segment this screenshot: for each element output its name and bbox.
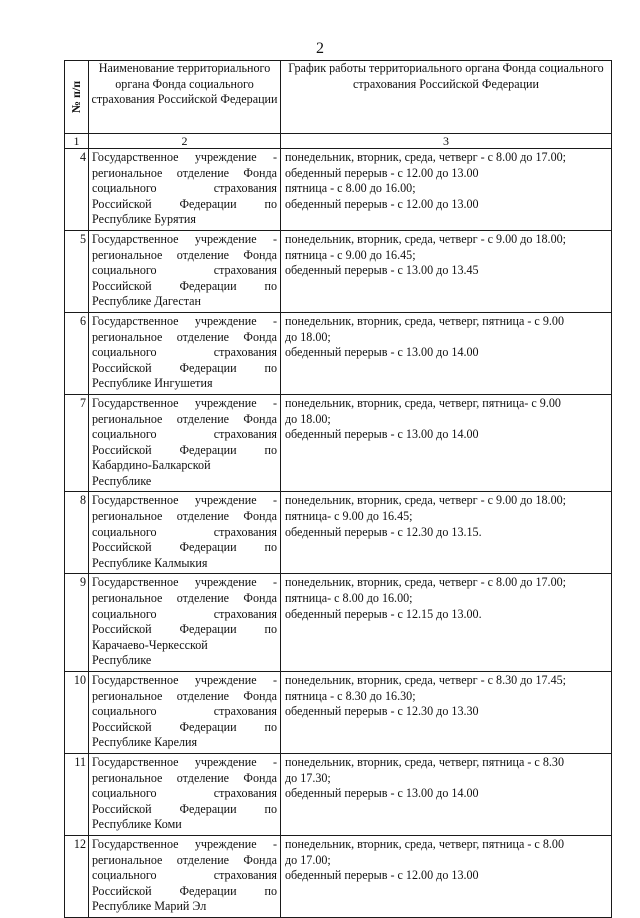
table-row bbox=[65, 492, 612, 574]
work-schedule-line: понедельник, вторник, среда, четверг - с 8.30 до 17.45; bbox=[285, 673, 567, 687]
organization-name-line: Российской Федерации по bbox=[92, 442, 277, 457]
organization-name-line: Государственное учреждение - bbox=[92, 231, 277, 246]
row-number: 8 bbox=[65, 492, 89, 574]
row-number: 7 bbox=[65, 394, 89, 492]
organization-name-line: Республике Коми bbox=[92, 817, 182, 832]
organization-name-line: Государственное учреждение - bbox=[92, 313, 277, 328]
organization-name-line: Российской Федерации по bbox=[92, 360, 277, 375]
work-schedule-line: до 18.00; bbox=[285, 329, 331, 344]
row-number: 5 bbox=[65, 230, 89, 312]
work-schedule-line: пятница - с 9.00 до 16.45; bbox=[285, 247, 416, 262]
work-schedule-line: до 18.00; bbox=[285, 411, 331, 426]
work-schedule-line: обеденный перерыв - с 12.30 до 13.15. bbox=[285, 524, 482, 539]
work-schedule-line: обеденный перерыв - с 12.00 до 13.00 bbox=[285, 868, 479, 883]
organization-name-line: региональное отделение Фонда bbox=[92, 509, 277, 524]
organization-name-line: Кабардино-Балкарской bbox=[92, 458, 211, 473]
organization-name-line: Республике Карелия bbox=[92, 735, 198, 750]
column-number: 1 bbox=[65, 134, 89, 149]
table-row bbox=[65, 230, 612, 312]
organization-name-line: Российской Федерации по bbox=[92, 278, 277, 293]
organization-name-line: социального страхования bbox=[92, 427, 277, 442]
organization-name-line: Республике Марий Эл bbox=[92, 899, 207, 914]
row-number: 4 bbox=[65, 149, 89, 231]
organization-name-line: социального страхования bbox=[92, 606, 277, 621]
work-schedule bbox=[281, 394, 612, 492]
organization-name bbox=[89, 672, 281, 754]
work-schedule-line: обеденный перерыв - с 12.30 до 13.30 bbox=[285, 704, 479, 719]
table-row bbox=[65, 753, 612, 835]
work-schedule-line: обеденный перерыв - с 13.00 до 14.00 bbox=[285, 427, 479, 442]
organization-name-line: Государственное учреждение - bbox=[92, 836, 277, 851]
table-row bbox=[65, 574, 612, 672]
work-schedule bbox=[281, 672, 612, 754]
organization-name bbox=[89, 149, 281, 231]
header-number-label: № п/п bbox=[68, 80, 83, 114]
work-schedule-line: понедельник, вторник, среда, четверг - с 8.00 до 17.00; bbox=[285, 150, 567, 164]
organization-name-line: Республике Дагестан bbox=[92, 294, 202, 309]
work-schedule-line: пятница - с 8.30 до 16.30; bbox=[285, 688, 416, 703]
organization-name-line: Государственное учреждение - bbox=[92, 493, 277, 508]
work-schedule-line: пятница- с 9.00 до 16.45; bbox=[285, 509, 413, 524]
organization-name-line: региональное отделение Фонда bbox=[92, 329, 277, 344]
work-schedule-line: обеденный перерыв - с 12.15 до 13.00. bbox=[285, 606, 482, 621]
row-number: 9 bbox=[65, 574, 89, 672]
work-schedule-line: обеденный перерыв - с 13.00 до 13.45 bbox=[285, 263, 479, 278]
work-schedule-line: обеденный перерыв - с 13.00 до 14.00 bbox=[285, 345, 479, 360]
work-schedule-line: понедельник, вторник, среда, четверг - с 9.00 до 18.00; bbox=[285, 493, 567, 508]
work-schedule-line: обеденный перерыв - с 12.00 до 13.00 bbox=[285, 196, 479, 211]
work-schedule-line: до 17.30; bbox=[285, 770, 331, 785]
organization-name-line: региональное отделение Фонда bbox=[92, 852, 277, 867]
table-body bbox=[65, 149, 612, 918]
table-header-row bbox=[65, 61, 612, 134]
organization-name-line: региональное отделение Фонда bbox=[92, 247, 277, 262]
header-name: Наименование территориального органа Фонда социального страхования Российской Федерации bbox=[89, 61, 281, 134]
work-schedule-line: понедельник, вторник, среда, четверг, пятница - с 8.30 bbox=[285, 754, 564, 769]
row-number: 11 bbox=[65, 753, 89, 835]
organization-name-line: Российской Федерации по bbox=[92, 196, 277, 211]
organization-name bbox=[89, 492, 281, 574]
schedule-table bbox=[64, 60, 612, 918]
organization-name-line: Республике bbox=[92, 653, 152, 668]
column-number: 3 bbox=[281, 134, 612, 149]
organization-name-line: Республике bbox=[92, 473, 152, 488]
organization-name-line: Карачаево-Черкесской bbox=[92, 637, 208, 652]
organization-name-line: Государственное учреждение - bbox=[92, 150, 277, 164]
row-number: 6 bbox=[65, 312, 89, 394]
organization-name-line: региональное отделение Фонда bbox=[92, 165, 277, 180]
organization-name-line: социального страхования bbox=[92, 345, 277, 360]
work-schedule-line: обеденный перерыв - с 12.00 до 13.00 bbox=[285, 165, 479, 180]
organization-name-line: социального страхования bbox=[92, 263, 277, 278]
work-schedule-line: понедельник, вторник, среда, четверг - с 8.00 до 17.00; bbox=[285, 575, 567, 590]
organization-name bbox=[89, 312, 281, 394]
organization-name-line: Республике Калмыкия bbox=[92, 555, 208, 570]
table-row bbox=[65, 394, 612, 492]
table-row bbox=[65, 149, 612, 231]
row-number: 10 bbox=[65, 672, 89, 754]
row-number: 12 bbox=[65, 835, 89, 917]
organization-name bbox=[89, 230, 281, 312]
work-schedule-line: пятница- с 8.00 до 16.00; bbox=[285, 591, 413, 606]
column-number-row bbox=[65, 134, 612, 149]
organization-name-line: социального страхования bbox=[92, 868, 277, 883]
page-number: 2 bbox=[316, 40, 324, 57]
organization-name-line: региональное отделение Фонда bbox=[92, 411, 277, 426]
organization-name-line: социального страхования bbox=[92, 704, 277, 719]
work-schedule bbox=[281, 835, 612, 917]
organization-name-line: Российской Федерации по bbox=[92, 540, 277, 555]
work-schedule-line: обеденный перерыв - с 13.00 до 14.00 bbox=[285, 786, 479, 801]
organization-name-line: региональное отделение Фонда bbox=[92, 591, 277, 606]
organization-name-line: социального страхования bbox=[92, 524, 277, 539]
work-schedule-line: понедельник, вторник, среда, четверг - с 9.00 до 18.00; bbox=[285, 231, 567, 246]
organization-name bbox=[89, 574, 281, 672]
organization-name-line: Республике Ингушетия bbox=[92, 376, 213, 391]
organization-name-line: Государственное учреждение - bbox=[92, 395, 277, 410]
organization-name bbox=[89, 394, 281, 492]
organization-name bbox=[89, 753, 281, 835]
organization-name-line: Государственное учреждение - bbox=[92, 754, 277, 769]
header-schedule: График работы территориального органа Фонда социального страхования Российской Федерации bbox=[281, 61, 612, 134]
work-schedule-line: до 17.00; bbox=[285, 852, 331, 867]
work-schedule bbox=[281, 753, 612, 835]
organization-name-line: Российской Федерации по bbox=[92, 622, 277, 637]
column-number: 2 bbox=[89, 134, 281, 149]
table-row bbox=[65, 672, 612, 754]
work-schedule-line: понедельник, вторник, среда, четверг, пятница- с 9.00 bbox=[285, 395, 561, 410]
work-schedule-line: понедельник, вторник, среда, четверг, пятница - с 9.00 bbox=[285, 313, 564, 328]
work-schedule-line: пятница - с 8.00 до 16.00; bbox=[285, 181, 416, 196]
organization-name-line: Государственное учреждение - bbox=[92, 673, 277, 687]
organization-name-line: Российской Федерации по bbox=[92, 719, 277, 734]
work-schedule bbox=[281, 149, 612, 231]
organization-name-line: региональное отделение Фонда bbox=[92, 770, 277, 785]
work-schedule bbox=[281, 230, 612, 312]
organization-name-line: Российской Федерации по bbox=[92, 883, 277, 898]
organization-name-line: Республике Бурятия bbox=[92, 212, 196, 227]
organization-name bbox=[89, 835, 281, 917]
organization-name-line: социального страхования bbox=[92, 786, 277, 801]
table-row bbox=[65, 835, 612, 917]
work-schedule bbox=[281, 492, 612, 574]
organization-name-line: социального страхования bbox=[92, 181, 277, 196]
organization-name-line: региональное отделение Фонда bbox=[92, 688, 277, 703]
work-schedule bbox=[281, 312, 612, 394]
work-schedule-line: понедельник, вторник, среда, четверг, пятница - с 8.00 bbox=[285, 836, 564, 851]
header-number bbox=[65, 61, 89, 134]
table-row bbox=[65, 312, 612, 394]
work-schedule bbox=[281, 574, 612, 672]
organization-name-line: Российской Федерации по bbox=[92, 801, 277, 816]
organization-name-line: Государственное учреждение - bbox=[92, 575, 277, 590]
